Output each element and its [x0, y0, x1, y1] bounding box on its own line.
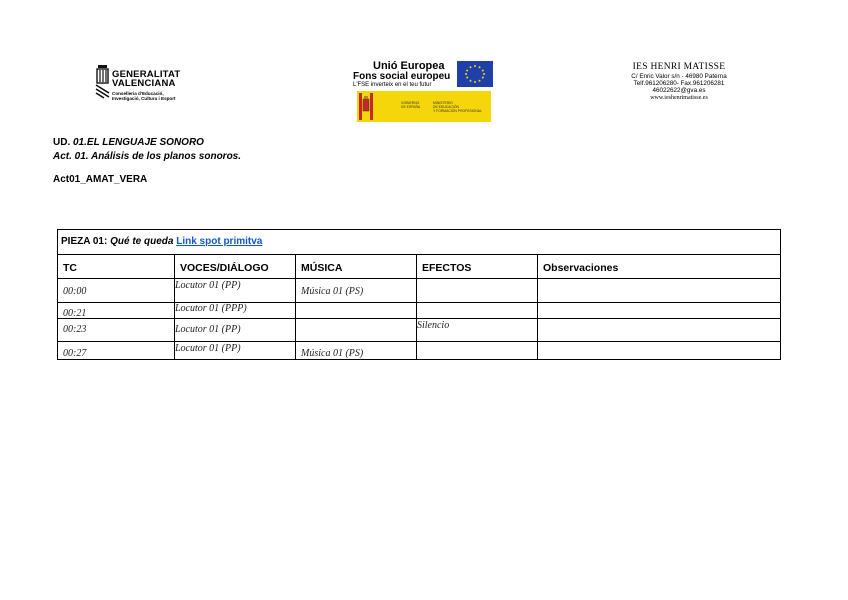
activity-title: Act. 01. Análisis de los planos sonoros. [53, 151, 242, 162]
school-name: IES HENRI MATISSE [632, 62, 726, 72]
spain-coat-of-arms-icon [357, 91, 375, 122]
sound-planes-table [57, 229, 781, 360]
eu-flag-icon [457, 61, 493, 87]
tc-cell: 00:00 [63, 286, 87, 297]
generalitat-logo [95, 64, 205, 106]
table-row [58, 303, 780, 319]
col-header-tc: TC [63, 262, 77, 274]
ministerio-text: MINISTERIO DE EDUCACIÓN Y FORMACIÓN PROFESIONAL [433, 101, 482, 113]
musica-cell: Música 01 (PS) [301, 286, 364, 297]
voces-cell: Locutor 01 (PP) [175, 280, 241, 291]
activity-code: Act01_AMAT_VERA [53, 174, 148, 185]
eu-title: Unió Europea [373, 60, 445, 72]
spanish-government-banner [357, 91, 491, 122]
col-header-voces: VOCES/DIÁLOGO [180, 262, 269, 274]
tc-cell: 00:23 [63, 324, 87, 335]
voces-cell: Locutor 01 (PPP) [175, 303, 247, 314]
col-header-efectos: EFECTOS [422, 262, 472, 274]
musica-cell: Música 01 (PS) [301, 348, 364, 359]
col-header-observaciones: Observaciones [543, 262, 619, 274]
school-phone: Telf.961206280- Fax.961206281 [633, 80, 725, 88]
school-address: C/ Enric Valor s/n - 46980 Paterna [631, 73, 727, 80]
piece-title: PIEZA 01: Qué te queda Link spot primitva [61, 236, 263, 247]
tc-cell: 00:21 [63, 308, 87, 319]
eu-subtitle: Fons social europeu [353, 71, 451, 82]
generalitat-name: GENERALITAT VALENCIANA [112, 69, 181, 89]
header-row [58, 255, 780, 279]
table-row [58, 342, 780, 360]
school-web: www.ieshenrimatisse.es [650, 94, 708, 101]
eu-tagline: L'FSE inverteix en el teu futur [353, 82, 432, 88]
generalitat-conselleria: Conselleria d'Educació, Investigació, Cultura i Esport [112, 91, 176, 101]
voces-cell: Locutor 01 (PP) [175, 324, 241, 335]
voces-cell: Locutor 01 (PP) [175, 343, 241, 354]
table-row [58, 319, 780, 342]
piece-row [58, 230, 780, 255]
table-row [58, 279, 780, 303]
eu-fse-logo [353, 60, 493, 124]
school-email: 46022622@gva.es [652, 87, 706, 95]
unit-title: UD. 01.EL LENGUAJE SONORO [53, 137, 204, 148]
gobierno-text: GOBIERNO DE ESPAÑA [401, 101, 421, 109]
col-header-musica: MÚSICA [301, 262, 343, 274]
efectos-cell: Silencio [417, 320, 450, 331]
generalitat-emblem-icon [95, 65, 110, 99]
school-info [604, 62, 754, 102]
tc-cell: 00:27 [63, 348, 87, 359]
piece-link[interactable]: Link spot primitva [176, 236, 263, 247]
